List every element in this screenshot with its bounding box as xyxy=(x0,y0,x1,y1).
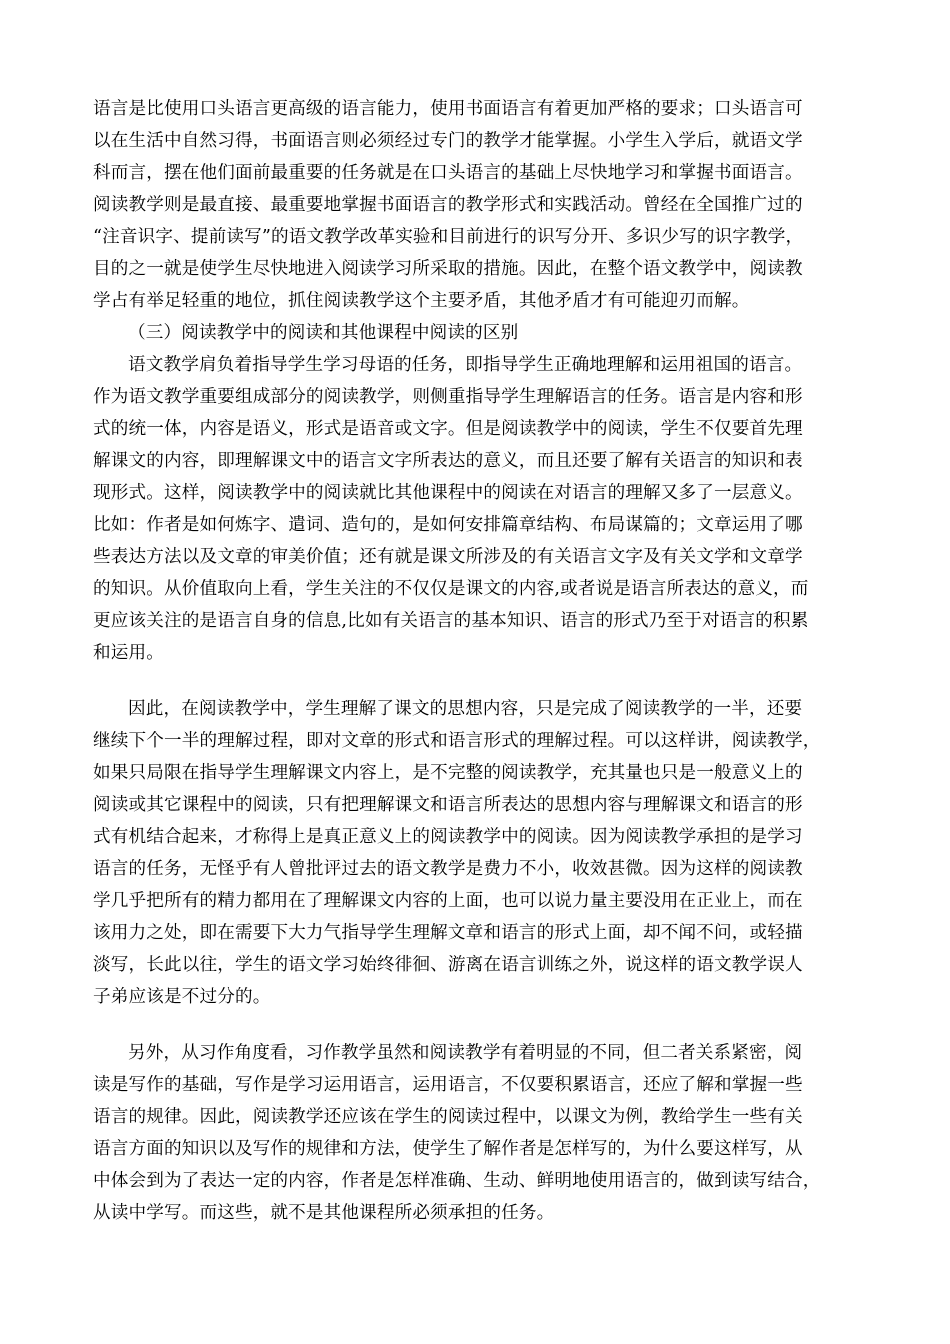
section-heading: （三）阅读教学中的阅读和其他课程中阅读的区别 xyxy=(128,323,519,343)
text-line: 因此，在阅读教学中，学生理解了课文的思想内容，只是完成了阅读教学的一半，还要 xyxy=(128,699,803,719)
text-line: 阅读教学则是最直接、最重要地掌握书面语言的教学形式和实践活动。曾经在全国推广过的 xyxy=(93,195,803,215)
text-line: 科而言，摆在他们面前最重要的任务就是在口头语言的基础上尽快地学习和掌握书面语言。 xyxy=(93,163,803,183)
text-line: 更应该关注的是语言自身的信息,比如有关语言的基本知识、语言的形式乃至于对语言的积累 xyxy=(93,611,809,631)
text-line: 另外，从习作角度看，习作教学虽然和阅读教学有着明显的不同，但二者关系紧密，阅 xyxy=(128,1043,803,1063)
text-line: 作为语文教学重要组成部分的阅读教学，则侧重指导学生理解语言的任务。语言是内容和形 xyxy=(93,387,803,407)
text-line: 继续下个一半的理解过程，即对文章的形式和语言形式的理解过程。可以这样讲，阅读教学， xyxy=(93,731,821,751)
text-line: 学占有举足轻重的地位，抓住阅读教学这个主要矛盾，其他矛盾才有可能迎刃而解。 xyxy=(93,291,750,311)
text-line: 淡写，长此以往，学生的语文学习始终徘徊、游离在语言训练之外，说这样的语文教学误人 xyxy=(93,955,803,975)
text-line: 解课文的内容，即理解课文中的语言文字所表达的意义，而且还要了解有关语言的知识和表 xyxy=(93,451,803,471)
text-line: 比如：作者是如何炼字、遣词、造句的，是如何安排篇章结构、布局谋篇的；文章运用了哪 xyxy=(93,515,803,535)
text-line: 阅读或其它课程中的阅读，只有把理解课文和语言所表达的思想内容与理解课文和语言的形 xyxy=(93,795,803,815)
text-line: 子弟应该是不过分的。 xyxy=(93,987,271,1007)
text-line: 该用力之处，即在需要下大力气指导学生理解文章和语言的形式上面，却不闻不问，或轻描 xyxy=(93,923,803,943)
text-line: 现形式。这样，阅读教学中的阅读就比其他课程中的阅读在对语言的理解又多了一层意义。 xyxy=(93,483,803,503)
text-line: 中体会到为了表达一定的内容，作者是怎样准确、生动、鲜明地使用语言的，做到读写结合， xyxy=(93,1171,821,1191)
text-line: 从读中学写。而这些，就不是其他课程所必须承担的任务。 xyxy=(93,1203,555,1223)
text-line: 语言方面的知识以及写作的规律和方法，使学生了解作者是怎样写的，为什么要这样写，从 xyxy=(93,1139,803,1159)
text-line: 式有机结合起来，才称得上是真正意义上的阅读教学中的阅读。因为阅读教学承担的是学习 xyxy=(93,827,803,847)
text-line: 读是写作的基础，写作是学习运用语言，运用语言，不仅要积累语言，还应了解和掌握一些 xyxy=(93,1075,803,1095)
text-line: 的知识。从价值取向上看，学生关注的不仅仅是课文的内容,或者说是语言所表达的意义，而 xyxy=(93,579,809,599)
text-line: 和运用。 xyxy=(93,643,164,663)
text-line: 以在生活中自然习得，书面语言则必须经过专门的教学才能掌握。小学生入学后，就语文学 xyxy=(93,131,803,151)
text-line: “注音识字、提前读写”的语文教学改革实验和目前进行的识写分开、多识少写的识字教学， xyxy=(93,227,804,247)
text-line: 式的统一体，内容是语义，形式是语音或文字。但是阅读教学中的阅读，学生不仅要首先理 xyxy=(93,419,803,439)
text-line: 语言是比使用口头语言更高级的语言能力，使用书面语言有着更加严格的要求；口头语言可 xyxy=(93,99,803,119)
text-line: 学几乎把所有的精力都用在了理解课文内容的上面，也可以说力量主要没用在正业上，而在 xyxy=(93,891,803,911)
text-line: 如果只局限在指导学生理解课文内容上，是不完整的阅读教学，充其量也只是一般意义上的 xyxy=(93,763,803,783)
text-line: 目的之一就是使学生尽快地进入阅读学习所采取的措施。因此，在整个语文教学中，阅读教 xyxy=(93,259,803,279)
text-line: 语言的规律。因此，阅读教学还应该在学生的阅读过程中，以课文为例，教给学生一些有关 xyxy=(93,1107,803,1127)
text-line: 语言的任务，无怪乎有人曾批评过去的语文教学是费力不小，收效甚微。因为这样的阅读教 xyxy=(93,859,803,879)
text-line: 些表达方法以及文章的审美价值；还有就是课文所涉及的有关语言文字及有关文学和文章学 xyxy=(93,547,803,567)
text-line: 语文教学肩负着指导学生学习母语的任务，即指导学生正确地理解和运用祖国的语言。 xyxy=(128,355,803,375)
